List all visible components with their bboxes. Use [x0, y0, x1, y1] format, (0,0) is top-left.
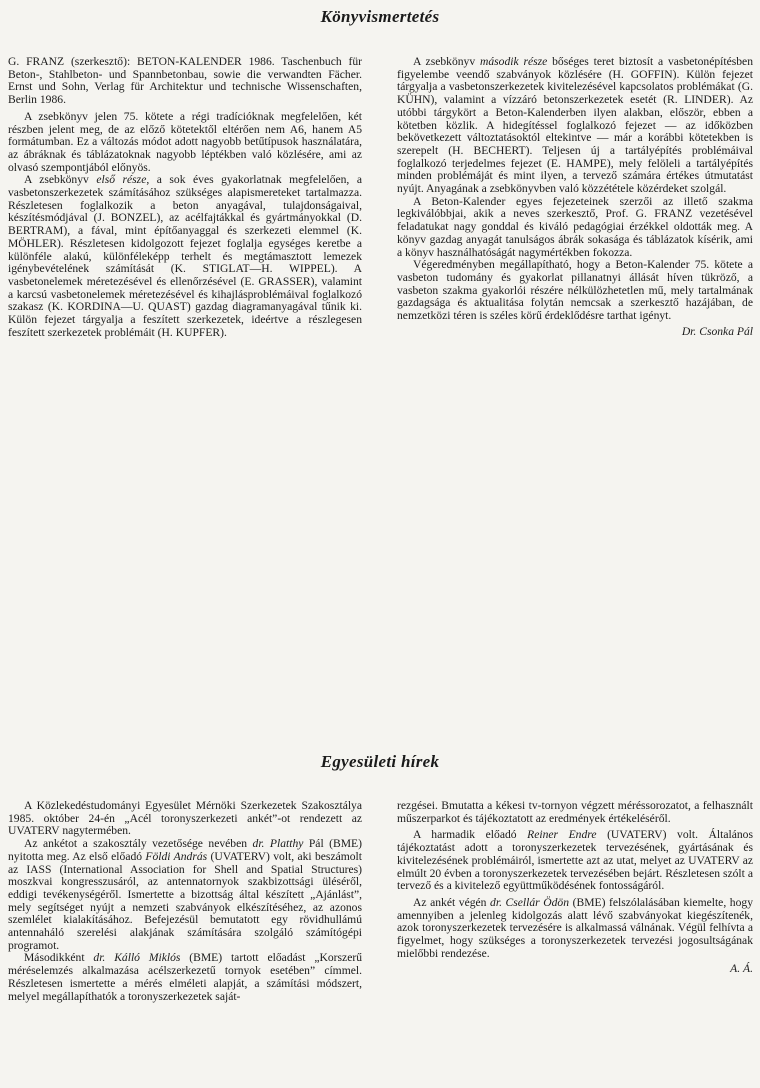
text: Az ankét végén	[413, 895, 491, 909]
paragraph	[8, 952, 362, 1003]
paragraph: A Beton-Kalender egyes fejezeteinek szerzői az illető szakma legkiválóbbjai, akik a neves szerkesztő, Prof. G. FRANZ vezetésével feladatukat nagy gonddal és kiváló pedagógiai érzékkel oldották meg. A könyv gazdag anyagát tanulságos ábrák sokasága és táblázatok kísérik, ami a könyv használhatóságát nagymértékben fokozza.	[397, 194, 753, 259]
review-right-column	[397, 56, 753, 338]
emphasis: Földi András	[145, 849, 208, 863]
emphasis: dr. Platthy	[252, 837, 304, 851]
news-right-column	[397, 800, 753, 976]
book-citation: G. FRANZ (szerkesztő): BETON-KALENDER 1986. Taschenbuch für Beton-, Stahlbeton- und Spannbetonbau, sowie die verwandten Fächer. Ernst und Sohn, Verlag für Architektur und technische Wissenschaften, Berlin 1986.	[8, 55, 362, 107]
text: Az ankétot a szakosztály vezetősége nevében	[24, 837, 253, 851]
news-heading: Egyesületi hírek	[320, 752, 440, 771]
text: A zsebkönyv	[413, 55, 480, 68]
text: (UVATERV) volt, aki beszámolt az IASS (International Association for Shell and Spatial Structures) moszkvai kongresszusáról, az antennatornyok szakbizottsági üléséről, eddigi tevékenységéről. Ismertette a bizottság által készített „Ajánlást”, mely segítséget nyújt a nemzeti szabványok elkészítéséhez, az azonos szemlélet kialakításához. Befejezésül bemutatott egy rövidhullámú antennaháló szerelési alakjának számítására szolgáló számítógépi programot.	[8, 849, 362, 952]
emphasis: Reiner Endre	[527, 828, 597, 842]
paragraph: A zsebkönyv jelen 75. kötete a régi tradícióknak megfelelően, két részben jelent meg, de az előző kötetektől eltérően nem A6, hanem A5 formátumban. Ez a változás módot adott nagyobb betűtípusok használatára, az ábráknak és táblázatoknak nagyobb léptékben való közlésére, ami az olvasó szempontjából előnyös.	[8, 109, 362, 174]
news-left-column	[8, 800, 362, 1003]
text: , a sok éves gyakorlatnak megfelelően, a vasbetonszerkezetek számításához szükséges alapismereteket tartalmazza. Részletesen foglalkozik a beton anyagával, tulajdonságaival, készítésmódjával (J. BONZEL), az acélfajtákkal és gyártmányokkal (D. BERTRAM), a fával, mint építőanyaggal és szerkezeti elemmel (K. MÖHLER). Részletesen kidolgozott fejezet foglalja egységes keretbe a különféle alakú, különféleképp terhelt és megtámasztott lemezek igénybevételének számítását (K. STIGLAT—H. WIPPEL). A vasbetonelemek méretezésével és ellenőrzésével (E. GRASSER), valamint a karcsú vasbetonelemek méretezésével és kihajlásproblémáival foglalkozó szakasz (K. KORDINA—U. QUAST) gazdag diagramanyagával tűnik ki. Külön fejezet tárgyalja a feszített szerkezetek, ideértve a részlegesen feszített szerkezetek problémáit (H. KUPFER).	[8, 173, 362, 339]
text: A harmadik előadó	[413, 828, 528, 842]
text: (UVATERV) volt. Általános tájékoztatást adott a toronyszerkezetek tervezésének, gyártásának és kivitelezésének problémáiról, ismertette azt az utat, melyet az UVATERV az elmúlt 20 évben a toronyszerkezetek tervezésében bejárt. Részletesen szólt a tervező és a kivitelező együttműködésének fontosságáról.	[397, 828, 753, 893]
review-signature: Dr. Csonka Pál	[681, 324, 753, 338]
emphasis: első része	[96, 173, 147, 187]
emphasis: második része	[479, 55, 548, 68]
text: bőséges teret biztosít a vasbetonépítésben figyelembe veendő szabványok közlésére (H. GOFFIN). Külön fejezet tárgyalja a vasbetonszerkezetek kivitelezésével kapcsolatos problémákat (G. KÜHN), valamint a vízzáró betonszerkezetek esetét (R. LINDER). Az utóbbi tárgykört a Beton-Kalenderben ilyen alakban, először, ebben a kötetben közlik. A hidegítéssel foglalkozó fejezet — az időközben bekövetkezett változtatásoktól eltekintve — már a korábbi kötetekben is szerepelt (H. BECHERT). Teljesen új a tartályépítés problémáival foglalkozó terjedelmes fejezet (E. HAMPE), mely felöleli a tartályépítés minden problémáját és mint ilyen, a tervező számára értékes útmutatást nyújt. Anyagának a zsebkönyvben való közzététele közérdeket szolgál.	[397, 55, 753, 196]
paragraph	[8, 838, 362, 952]
paragraph	[397, 829, 753, 893]
paragraph	[397, 897, 753, 961]
paragraph	[8, 174, 362, 339]
paragraph: A Közlekedéstudományi Egyesület Mérnöki Szerkezetek Szakosztálya 1985. október 24-én „Acél toronyszerkezeti ankét”-ot rendezett az UVATERV nagytermében.	[8, 799, 362, 838]
news-signature: A. Á.	[730, 962, 753, 976]
text: (BME) tartott előadást „Korszerű méréselemzés alkalmazása acélszerkezetű tornyok esetében” címmel. Részletesen ismertette a mérés elméleti alapját, a számítási módszert, melyel megállapíthatók a toronyszerkezetek saját-	[8, 951, 363, 1003]
text: (BME) felszólalásában kiemelte, hogy amennyiben a jelenleg kidolgozás alatt lévő szabványokat kiegészítenék, azok toronyszerkezetek tervezésére is alkalmassá válnának. Végül felhívta a figyelmet, hogy szükséges a toronyszerkezetek tervezési jogosultságának mielőbbi rendezése.	[397, 895, 753, 960]
text: A zsebkönyv	[24, 173, 97, 187]
paragraph: Végeredményben megállapítható, hogy a Beton-Kalender 75. kötete a vasbeton tudomány és gyakorlat pillanatnyi állását híven tükröző, a vasbeton szakma gyakorlói részére nélkülözhetetlen mű, mely tartalmának gazdagsága és aktualitása folytán nemcsak a szerkesztő hazájában, de nemzetközi téren is széles körű érdeklődésre tarthat igényt.	[397, 258, 753, 323]
review-left-column	[8, 56, 362, 339]
text: Pál (BME) nyitotta meg. Az első előadó	[8, 837, 362, 863]
emphasis: dr. Csellár Ödön	[490, 895, 570, 909]
paragraph	[397, 56, 753, 196]
text: Másodikként	[24, 951, 94, 965]
emphasis: dr. Kálló Miklós	[93, 951, 181, 965]
review-heading: Könyvismertetés	[320, 7, 440, 26]
paragraph: rezgései. Bmutatta a kékesi tv-tornyon végzett méréssorozatot, a felhasznált műszerparkot és tájékoztatott az eredmények értékeléséről.	[397, 799, 753, 825]
